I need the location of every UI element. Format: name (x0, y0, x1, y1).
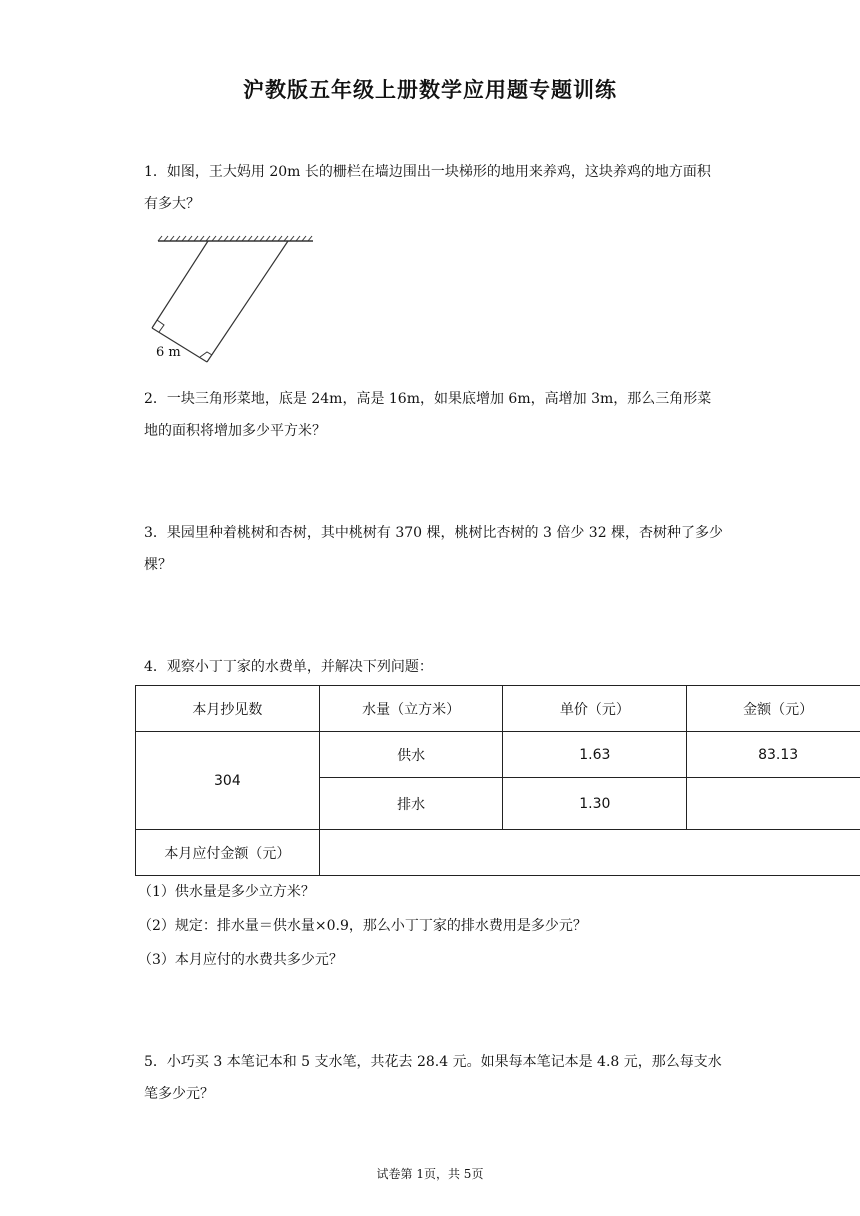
question-4: 4．观察小丁丁家的水费单，并解决下列问题： (144, 659, 433, 675)
table-header-row (136, 686, 860, 732)
question-1: 1．如图，王大妈用 20m 长的栅栏在墙边围出一块梯形的地用来养鸡，这块养鸡的地方面积有多大？ (144, 164, 711, 212)
trapezoid-outline (152, 241, 288, 362)
table-header: 单价（元） (503, 686, 687, 732)
subquestion-3: （3）本月应付的水费共多少元？ (138, 952, 343, 968)
wall-hatching (158, 236, 313, 241)
price-cell: 1.30 (503, 778, 687, 830)
total-value-cell (319, 830, 860, 876)
table-header: 本月抄见数 (136, 686, 320, 732)
item-cell: 排水 (319, 778, 503, 830)
page-title: 沪教版五年级上册数学应用题专题训练 (243, 78, 617, 102)
item-cell: 供水 (319, 732, 503, 778)
table-header: 水量（立方米） (319, 686, 503, 732)
subquestion-2: （2）规定：排水量＝供水量×0.9，那么小丁丁家的排水费用是多少元？ (138, 918, 587, 934)
question-3: 3．果园里种着桃树和杏树，其中桃树有 370 棵，桃树比杏树的 3 倍少 32 棵，杏树种了多少棵？ (144, 525, 724, 573)
water-bill-table (135, 685, 860, 876)
question-2: 2．一块三角形菜地，底是 24m，高是 16m，如果底增加 6m，高增加 3m，那么三角形菜地的面积将增加多少平方米？ (144, 391, 712, 439)
page-footer: 试卷第 1页，共 5页 (376, 1167, 484, 1181)
price-cell: 1.63 (503, 732, 687, 778)
figure-label: 6 m (156, 345, 181, 360)
subquestion-1: （1）供水量是多少立方米？ (138, 884, 315, 900)
amount-cell: 83.13 (687, 732, 860, 778)
trapezoid-figure (138, 232, 323, 367)
amount-cell (687, 778, 860, 830)
table-header: 金额（元） (687, 686, 860, 732)
question-5: 5．小巧买 3 本笔记本和 5 支水笔，共花去 28.4 元。如果每本笔记本是 4.8 元，那么每支水笔多少元？ (144, 1054, 722, 1102)
meter-reading-cell: 304 (136, 732, 320, 830)
total-label-cell: 本月应付金额（元） (136, 830, 320, 876)
total-row (136, 830, 860, 876)
table-row (136, 732, 860, 778)
